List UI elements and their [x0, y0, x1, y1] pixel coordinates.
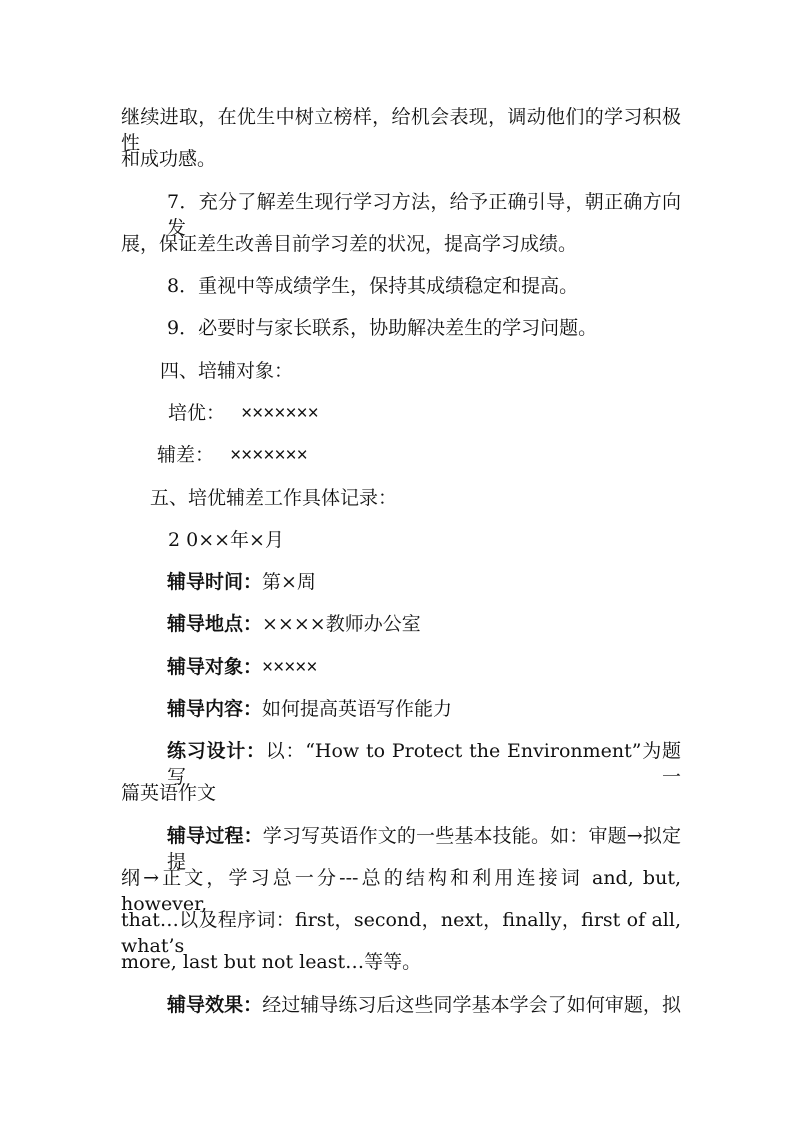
process-cont-3: more, last but not least…等等。: [121, 951, 422, 973]
effect-row: [167, 992, 681, 1018]
fucha-row: [157, 442, 308, 469]
target-label: 辅导对象：: [167, 656, 263, 678]
fucha-value: ×××××××: [230, 445, 308, 466]
exercise-text: 以：“How to Protect the Environment”为题写一: [167, 740, 681, 788]
process-label: 辅导过程：: [167, 825, 263, 847]
peiyou-row: [168, 400, 319, 427]
fucha-label: 辅差：: [157, 444, 215, 466]
paragraph-line: 继续进取，在优生中树立榜样，给机会表现，调动他们的学习积极性: [121, 106, 681, 154]
peiyou-value: ×××××××: [241, 403, 319, 424]
process-text: 学习写英语作文的一些基本技能。如：审题→拟定提: [167, 825, 681, 873]
process-cont-1: 纲→正文，学习总一分---总的结构和利用连接词 and, but, however,: [121, 867, 681, 915]
place-row: [167, 611, 421, 637]
effect-text: 经过辅导练习后这些同学基本学会了如何审题，拟: [262, 994, 681, 1016]
list-item-7: 7．充分了解差生现行学习方法，给予正确引导，朝正确方向发: [167, 191, 681, 239]
exercise-row: [167, 738, 681, 790]
effect-label: 辅导效果：: [167, 994, 263, 1016]
time-value: 第×周: [262, 571, 316, 593]
content-row: [167, 696, 452, 722]
target-value: ×××××: [262, 657, 318, 678]
list-item-9: 9．必要时与家长联系，协助解决差生的学习问题。: [167, 317, 598, 339]
section-heading-4: 四、培辅对象：: [160, 360, 294, 382]
peiyou-label: 培优：: [168, 402, 226, 424]
time-label: 辅导时间：: [167, 571, 263, 593]
content-value: 如何提高英语写作能力: [262, 698, 453, 720]
list-item-8: 8．重视中等成绩学生，保持其成绩稳定和提高。: [167, 275, 579, 297]
time-row: [167, 569, 316, 595]
exercise-cont: 篇英语作文: [121, 782, 217, 804]
paragraph-line: 和成功感。: [121, 148, 217, 170]
content-label: 辅导内容：: [167, 698, 263, 720]
place-value: ××××教师办公室: [262, 613, 421, 635]
list-item-7-cont: 展，保证差生改善目前学习差的状况，提高学习成绩。: [121, 233, 578, 255]
place-label: 辅导地点：: [167, 613, 263, 635]
exercise-label: 练习设计：: [167, 740, 266, 762]
section-heading-5: 五、培优辅差工作具体记录：: [150, 487, 398, 509]
process-cont-2: that…以及程序词：first，second，next，finally，first of all, what’s: [121, 909, 681, 957]
target-row: [167, 654, 318, 681]
record-date: 2 0××年×月: [168, 529, 284, 551]
